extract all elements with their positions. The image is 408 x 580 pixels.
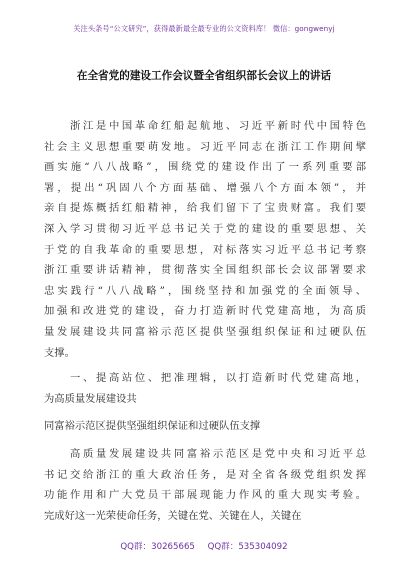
paragraph-section-heading	[44, 368, 366, 409]
footer-qq-group-1: QQ群：30265665	[120, 542, 195, 552]
paragraph-body	[44, 444, 366, 526]
text-line: 一、提高站位、把准理辑，以打造新时代党建高地，	[44, 372, 366, 384]
header-banner: 关注头条号“公文研究”，获得最新最全最专业的公文资料库！ 微信：gongwenyj	[73, 24, 335, 33]
text-line: 加强和改进党的建设，奋力打造新时代党建高地，为高质	[44, 305, 366, 318]
text-line: 量发展建设共同富裕示范区提供坚强组织保证和过硬队伍	[44, 325, 366, 338]
text-line: 支撑。	[44, 346, 75, 359]
footer-banner	[0, 540, 408, 552]
text-line: 高质量发展建设共同富裕示范区是党中央和习近平总	[44, 448, 366, 460]
text-line: 浙江重要讲话精神，贯彻落实全国组织部长会议部署要求	[44, 264, 366, 277]
text-line: 功能作用和广大党员干部展现能力作风的重大现实考验。	[44, 489, 366, 502]
text-line: 署，提出“巩固八个方面基础、增强八个方面本领”，并	[44, 181, 366, 194]
paragraph-intro	[44, 116, 366, 363]
paragraph-subheading	[44, 416, 366, 437]
text-line: 为高质量发展建设共	[44, 392, 137, 405]
text-line: 画实施“八八战略”，围绕党的建设作出了一系列重要部	[44, 161, 366, 174]
text-line: 完成好这一光荣使命任务，关键在党、关键在人，关键在	[44, 509, 302, 522]
text-line: 浙江是中国革命红船起航地、习近平新时代中国特色	[44, 120, 366, 132]
text-line: 于党的自我革命的重要思想，对标落实习近平总书记考察	[44, 243, 366, 256]
text-line: 深入学习贯彻习近平总书记关于党的建设的重要思想、关	[44, 222, 366, 235]
text-line: 亲自提炼概括红船精神，给我们留下了宝贵财富。我们要	[44, 202, 366, 215]
page-title: 在全省党的建设工作会议暨全省组织部长会议上的讲话	[76, 70, 332, 82]
text-line: 忠实践行“八八战略”，围绕坚持和加强党的全面领导、	[44, 284, 366, 297]
text-line: 社会主义思想重要萌发地。习近平同志在浙江工作期间擘	[44, 140, 366, 153]
footer-qq-group-2: QQ群：535304092	[207, 542, 288, 552]
text-line: 书记交给浙江的重大政治任务，是对全省各级党组织发挥	[44, 468, 366, 481]
text-line: 同富裕示范区提供坚强组织保证和过硬队伍支撑	[44, 420, 261, 432]
